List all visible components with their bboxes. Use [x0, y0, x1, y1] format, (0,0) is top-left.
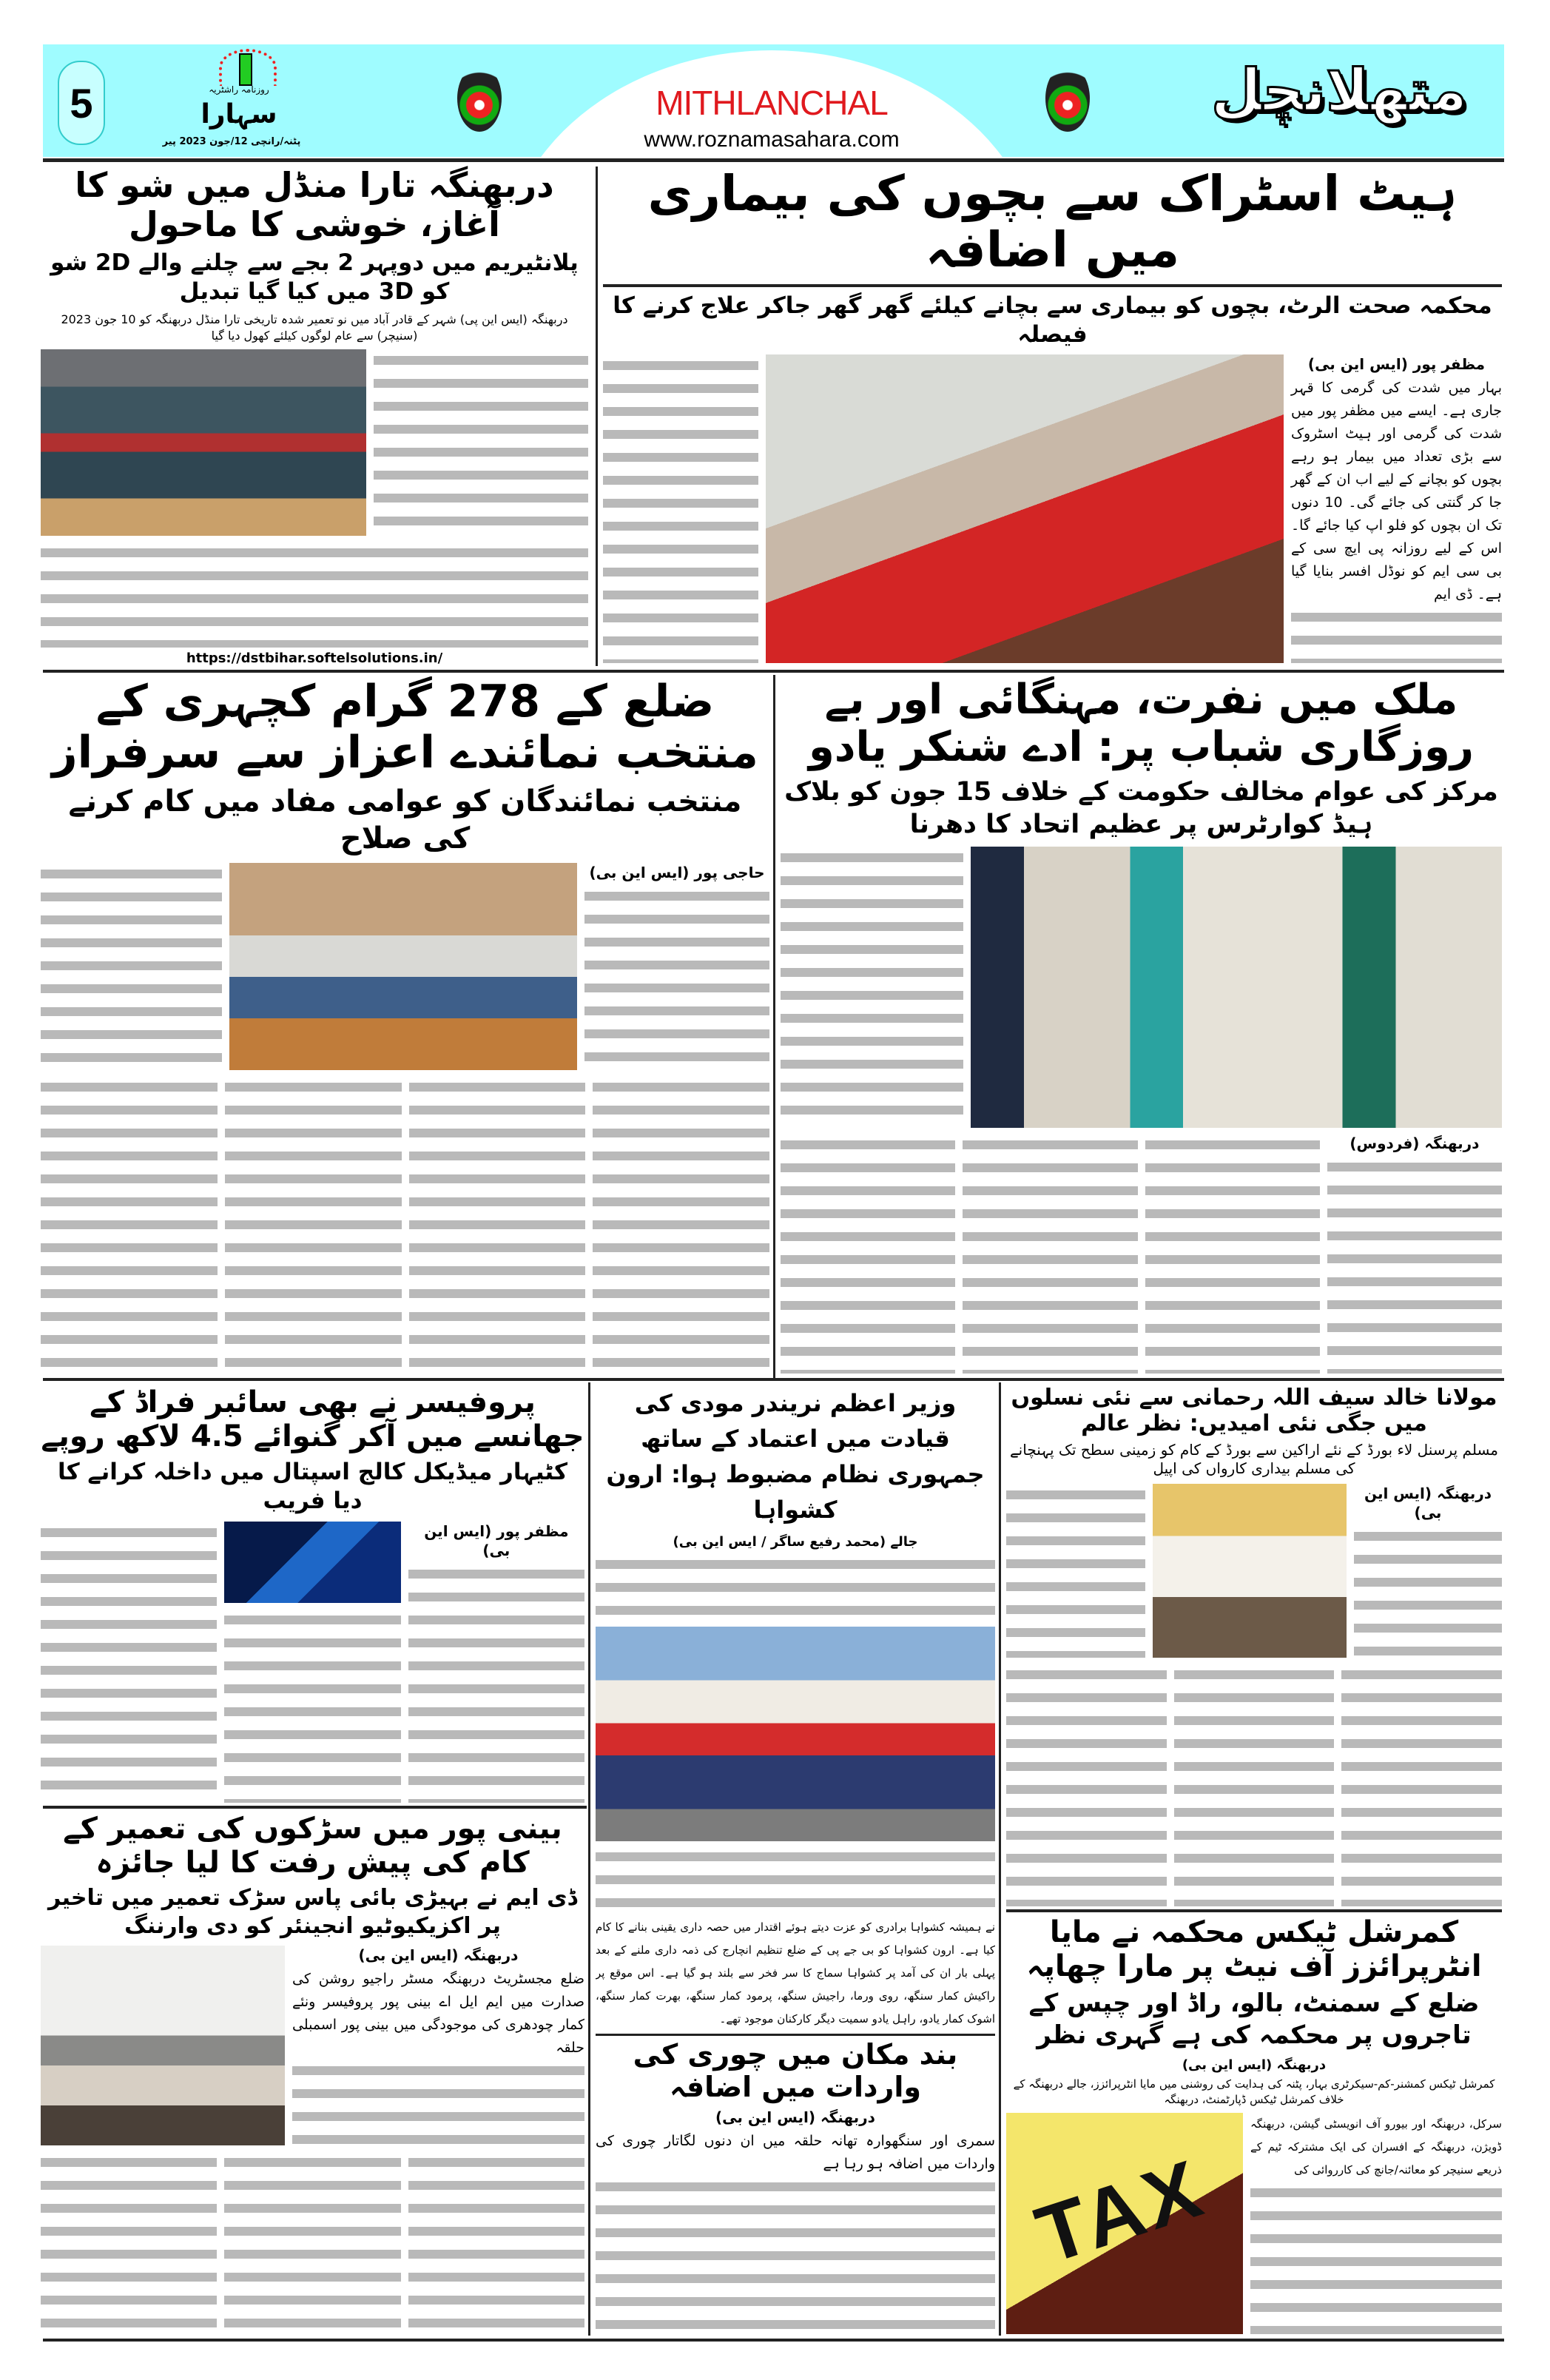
article-lede: کمرشل ٹیکس کمشنر-کم-سیکرٹری بہار، پٹنہ کی ہدایت کی روشنی میں مایا انٹرپرائزز، جالے دربھنگہ کے خلاف کمرشل ٹیکس ڈپارٹمنٹ، دربھنگہ: [1013, 2077, 1495, 2106]
article-subheadline: پلانٹیریم میں دوپہر 2 بجے سے چلنے والے 2D شو کو 3D میں کیا گیا تبدیل: [50, 249, 579, 305]
article-body-column: [41, 1522, 217, 1804]
protest-meeting-photo: [971, 847, 1502, 1128]
article-lead-column: [1250, 2113, 1502, 2334]
article-benipur: [41, 1812, 584, 2334]
masthead: [43, 44, 1504, 157]
article-body-column: [1354, 1525, 1502, 1658]
article-body-column-wrap: [224, 2151, 400, 2334]
article-gram-kachahri: [41, 676, 769, 1374]
sunburst-ornament-icon: [1045, 65, 1090, 132]
masthead-rule: [43, 158, 1504, 162]
maulana-portrait-photo: [1153, 1484, 1347, 1658]
website-link[interactable]: www.roznamasahara.com: [644, 127, 900, 152]
article-body-column-wrap: [1174, 1664, 1335, 1906]
article-theft: [596, 2039, 995, 2333]
article-headline: دربھنگہ تارا منڈل میں شو کا آغاز، خوشی کا ماحول: [75, 166, 554, 244]
tax-image-text: TAX: [1025, 2142, 1216, 2282]
page-number: 5: [58, 61, 105, 145]
article-lead-column: [292, 1946, 584, 2145]
article-body-column: [1327, 1156, 1502, 1374]
article-body-column-wrap: [1006, 1484, 1145, 1658]
article-commercial-tax: [1006, 1915, 1502, 2334]
article-photo-row: [781, 847, 1502, 1128]
article-content: [41, 349, 588, 536]
article-byline: دربھنگہ (فردوس): [1349, 1134, 1480, 1153]
column-divider: [999, 1382, 1001, 2336]
section-rule: [596, 2034, 995, 2036]
article-body-column: [1291, 606, 1502, 663]
article-body-column: [1145, 1134, 1320, 1374]
article-content: [1006, 1664, 1502, 1906]
article-content: [603, 354, 1502, 663]
sahara-logo-one-icon: [239, 53, 252, 86]
divider: [603, 284, 1502, 287]
section-rule: [43, 1378, 1504, 1381]
article-body-column-wrap: [41, 1076, 218, 1374]
cyber-fraud-photo: [224, 1522, 400, 1603]
column-divider: [773, 675, 775, 1378]
article-body: [596, 2176, 995, 2333]
article-body-column-wrap: [781, 1134, 955, 1374]
article-content: [1006, 2113, 1502, 2334]
page-bottom-rule: [43, 2339, 1504, 2342]
article-body-column-wrap: [781, 847, 963, 1128]
article-byline: حاجی پور (ایس این بی): [589, 864, 765, 881]
article-body-column: [225, 1076, 402, 1374]
article-byline: دربھنگہ (ایس این بی): [715, 2108, 875, 2127]
hospital-children-photo: [766, 354, 1284, 663]
article-body-column-wrap: [225, 1076, 402, 1374]
article-body-column-wrap: [41, 1522, 217, 1804]
article-body-column: [584, 885, 769, 1070]
article-subheadline: مرکز کی عوام مخالف حکومت کے خلاف 15 جون کو بلاک ہیڈ کوارٹرس پر عظیم اتحاد کا دھرنا: [784, 776, 1498, 839]
article-body-column: [1174, 1664, 1335, 1906]
article-body-column: [781, 1134, 955, 1374]
article-body-column: [596, 1846, 995, 1913]
article-kushwaha: [596, 1385, 995, 2031]
article-byline: جالے (محمد رفیع ساگر / ایس این بی): [673, 1534, 918, 1550]
article-body-column: [1341, 1664, 1502, 1906]
section-title-english: MITHLANCHAL: [656, 84, 888, 122]
article-content: [41, 1076, 769, 1374]
article-content: [781, 1134, 1502, 1374]
article-body-column: [1250, 2182, 1502, 2334]
article-byline: دربھنگہ (ایس این بی): [358, 1946, 519, 1964]
article-body-column: [1006, 1484, 1145, 1658]
article-body-column: [963, 1134, 1137, 1374]
article-body-column: [224, 2151, 400, 2334]
article-lede: دربھنگہ (ایس این پی) شہر کے قادر آباد میں نو تعمیر شدہ تاریخی تارا منڈل دربھنگہ کو 10 جون 2023 (سنیچر) سے عام لوگوں کیلئے کھول دیا گیا: [61, 312, 568, 343]
article-body-column: [41, 863, 222, 1070]
article-body-column: [374, 349, 588, 536]
article-planetarium: [41, 166, 588, 666]
article-body-column: [596, 1553, 995, 1622]
article-heatstroke: [603, 166, 1502, 663]
article-body-text: بہار میں شدت کی گرمی کا قہر جاری ہے۔ ایسے میں مظفر پور میں شدت کی گرمی اور ہیٹ اسٹروک سے بڑی تعداد میں بیمار ہو رہے بچوں کو بچانے کے لیے اب ان کے گھر جا کر گنتی کی جائے گی۔ 10 دنوں تک ان بچوں کو فلو اپ کیا جائے گا۔ اس کے لیے روزانہ پی ایچ سی کے بی سی ایم کو نوڈل افسر بنایا گیا ہے۔ ڈی ایم: [1291, 380, 1502, 603]
article-body-column: [41, 1076, 218, 1374]
article-body-column: [224, 1609, 400, 1804]
article-body-text: ضلع مجسٹریٹ دربھنگہ مسٹر راجیو روشن کی صدارت میں ایم ایل اے بینی پور پروفیسر ونئے کمار چودھری کی موجودگی میں بینی پور اسمبلی حلقہ: [292, 1971, 584, 2056]
column-divider: [596, 167, 598, 666]
tax-illustration-photo: [1006, 2113, 1243, 2334]
article-protest: [781, 676, 1502, 1374]
article-headline: کمرشل ٹیکس محکمہ نے مایا انٹرپرائزز آف نیٹ پر مارا چھاپہ: [1026, 1915, 1482, 1983]
article-body-column-wrap: [374, 349, 588, 536]
article-photo-row: [41, 1946, 584, 2145]
article-headline: بند مکان میں چوری کی واردات میں اضافہ: [633, 2039, 958, 2103]
article-body-column: [1006, 1664, 1167, 1906]
article-body-column: [408, 2151, 584, 2334]
article-body: [41, 542, 588, 648]
article-body-column: [781, 847, 963, 1128]
article-lead-column: [408, 1522, 584, 1804]
article-content: [41, 1522, 584, 1804]
article-headline: ہیٹ اسٹراک سے بچوں کی بیماری میں اضافہ: [647, 166, 1458, 278]
article-body-column: [409, 1076, 586, 1374]
article-body-text: سمری اور سنگھوارہ تھانہ حلقہ میں ان دنوں لگاتار چوری کی واردات میں اضافہ ہو رہا ہے: [596, 2133, 995, 2173]
article-byline: مظفر پور (ایس این بی): [424, 1522, 569, 1559]
article-maulana: [1006, 1385, 1502, 1906]
article-body-column-wrap: [1006, 1664, 1167, 1906]
article-headline: مولانا خالد سیف اللہ رحمانی سے نئی نسلوں میں جگی نئی امیدیں: نظر عالم: [1011, 1385, 1497, 1436]
article-body-column-wrap: [41, 863, 222, 1070]
article-body-text: سرکل، دربھنگہ اور بیورو آف انویسٹی گیشن، دربھنگہ ڈویژن، دربھنگہ کے افسران کی ایک مشترکہ ٹیم کے ذریعے سنیچر کو معائنہ/جانچ کی کارروائی کی: [1250, 2117, 1502, 2176]
article-byline: مظفر پور (ایس این بی): [1307, 355, 1486, 374]
article-body-column-wrap: [603, 354, 758, 663]
article-subheadline: محکمہ صحت الرٹ، بچوں کو بیماری سے بچانے کیلئے گھر گھر جاکر علاج کرنے کا فیصلہ: [613, 292, 1492, 348]
article-body-column: [603, 354, 758, 663]
award-ceremony-photo: [229, 863, 577, 1070]
article-subheadline: مسلم پرسنل لاء بورڈ کے نئے اراکین سے بورڈ کے کام کو زمینی سطح تک پہنچانے کی مسلم بیداری کارواں کی اپیل: [1009, 1441, 1499, 1477]
article-lead-column: [584, 863, 769, 1070]
article-body-column-wrap: [593, 1076, 769, 1374]
article-body-column-wrap: [224, 1522, 400, 1804]
article-body-text: نے ہمیشہ کشواہا برادری کو عزت دیتے ہوئے اقتدار میں حصہ داری یقینی بنانے کا کام کیا ہے۔ ارون کشواہا کو بی جے پی کے ضلع تنظیم انچارج کی ذمہ داری ملنے کے بعد پہلی بار ان کی آمد پر کشواہا سماج کا سر فخر سے بلند ہو گیا ہے۔ اس موقع پر راکیش کمار سنگھ، روی ورما، راجیش سنگھ، پرمود کمار سنگھ، بھرت کمار سنگھ، اشوک کمار یادو، راہل یادو سمیت دیگر کارکنان موجود تھے۔: [596, 1920, 995, 2026]
article-body-column-wrap: [1145, 1134, 1320, 1374]
article-byline: دربھنگہ (ایس این بی): [1364, 1485, 1492, 1522]
article-cyber-fraud: [41, 1385, 584, 1803]
article-body-column-wrap: [409, 1076, 586, 1374]
article-body-column: [41, 2151, 217, 2334]
article-headline: وزیر اعظم نریندر مودی کی قیادت میں اعتماد کے ساتھ جمہوری نظام مضبوط ہوا: ارون کشواہا: [606, 1389, 985, 1524]
article-lead-column: [1327, 1134, 1502, 1374]
article-subheadline: ڈی ایم نے بہیڑی بائی پاس سڑک تعمیر میں تاخیر پر اکزیکیوٹیو انجینئر کو دی وارننگ: [47, 1885, 578, 1939]
article-headline: ملک میں نفرت، مہنگائی اور بے روزگاری شباب پر: ادے شنکر یادو: [808, 676, 1475, 772]
paper-name-logo: سہارا: [201, 99, 277, 130]
article-headline: پروفیسر نے بھی سائبر فراڈ کے جھانسے میں آکر گنوائے 4.5 لاکھ روپے: [41, 1385, 584, 1453]
article-subheadline: کٹیہار میڈیکل کالج اسپتال میں داخلہ کرانے کا دیا فریب: [57, 1459, 568, 1514]
article-body-column: [292, 2060, 584, 2145]
article-lead-column: [1291, 354, 1502, 663]
section-rule: [1006, 1909, 1502, 1912]
article-subheadline: ضلع کے سمنٹ، بالو، راڈ اور چپس کے تاجروں پر محکمہ کی ہے گہری نظر: [1028, 1989, 1480, 2050]
paper-tagline: روزنامہ راشٹریہ: [209, 84, 269, 95]
planetarium-booking-link[interactable]: https://dstbihar.softelsolutions.in/: [186, 651, 443, 666]
sunburst-ornament-icon: [457, 65, 502, 132]
section-title-urdu: متھلانچل: [1211, 58, 1467, 124]
kushwaha-welcome-photo: [596, 1627, 995, 1841]
edition-date: پٹنہ/رانچی 12/جون 2023 پیر: [162, 136, 301, 147]
planetarium-audience-photo: [41, 349, 366, 536]
article-body-column-wrap: [963, 1134, 1137, 1374]
article-body-column-wrap: [1341, 1664, 1502, 1906]
article-body-column-wrap: [408, 2151, 584, 2334]
article-photo-row: [1006, 1484, 1502, 1658]
article-subheadline: منتخب نمائندگان کو عوامی مفاد میں کام کرنے کی صلاح: [68, 784, 742, 855]
article-byline: دربھنگہ (ایس این بی): [1182, 2057, 1327, 2073]
article-lead-column: [1354, 1484, 1502, 1658]
section-rule: [43, 670, 1504, 673]
article-body-column-wrap: [41, 2151, 217, 2334]
article-content: [41, 2151, 584, 2334]
article-photo-row: [41, 863, 769, 1070]
dm-meeting-photo: [41, 1946, 285, 2145]
section-rule: [43, 1806, 587, 1809]
column-divider: [588, 1382, 590, 2336]
article-body-column: [408, 1563, 584, 1804]
article-headline: بینی پور میں سڑکوں کی تعمیر کے کام کی پیش رفت کا لیا جائزہ: [63, 1812, 562, 1880]
article-body-column: [593, 1076, 769, 1374]
article-headline: ضلع کے 278 گرام کچہری کے منتخب نمائندے اعزاز سے سرفراز: [52, 676, 758, 779]
